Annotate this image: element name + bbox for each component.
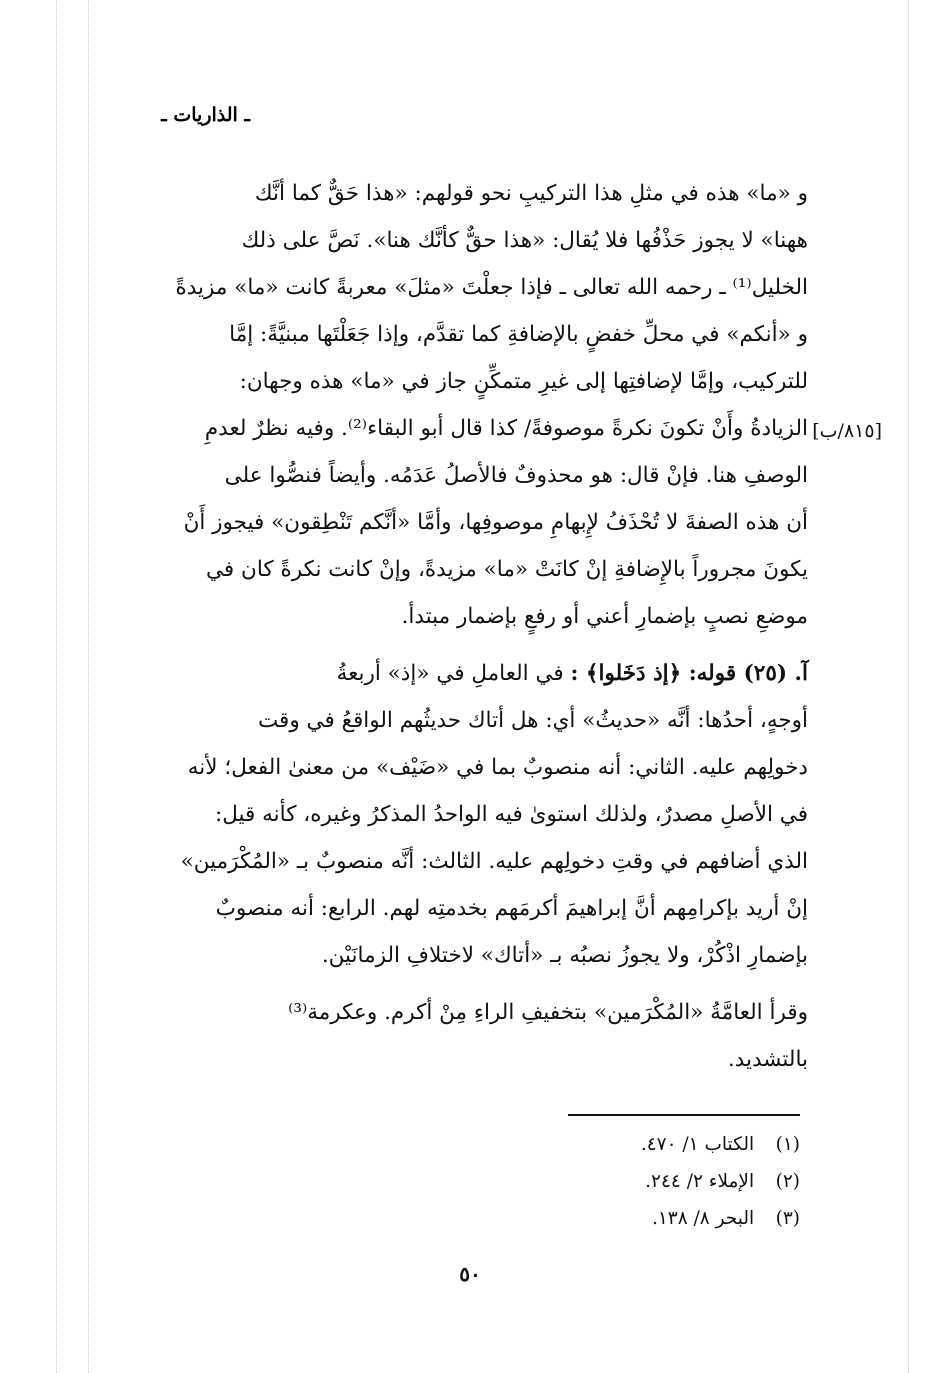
- text-line: في الأصلِ مصدرٌ، ولذلك استوىٰ فيه الواحدُ المذكرُ وغيره، كأنه قيل:: [215, 802, 808, 827]
- text-line: ههنا» لا يجوز حَذْفُها فلا يُقال: «هذا حقٌّ كأنَّك هنا». نَصَّ على ذلك: [241, 228, 808, 253]
- text-line: و «ما» هذه في مثلِ هذا التركيبِ نحو قولهم: «هذا حَقٌّ كما أنَّك: [254, 181, 808, 206]
- footnotes: [500, 1126, 800, 1237]
- page-number: ٥٠: [459, 1262, 481, 1286]
- footnote-text: البحر ٨/ ١٣٨.: [651, 1208, 755, 1229]
- running-header: ـ الذاريات ـ: [161, 104, 250, 126]
- footnote-divider: [568, 1114, 800, 1116]
- footnote-number: (٢): [775, 1171, 800, 1192]
- text-line: الزيادةُ وأَنْ تكونَ نكرةً موصوفةً/ كذا قال أبو البقاء⁽²⁾. وفيه نظرٌ لعدمِ: [204, 416, 808, 441]
- text-line: الخليل⁽¹⁾ ـ رحمه الله تعالى ـ فإذا جعلْتَ «مثلَ» معربةً كانت «ما» مزيدةً: [175, 275, 808, 300]
- footnote-item: [500, 1163, 800, 1200]
- scan-guide-line-left-inner: [88, 0, 89, 1373]
- footnote-number: (٣): [775, 1208, 800, 1229]
- text-line-rest: في العاملِ في «إذ» أربعةُ: [336, 661, 564, 686]
- scan-guide-line-right: [908, 0, 909, 1373]
- footnote-item: [500, 1200, 800, 1237]
- footnote-number: (١): [775, 1134, 800, 1155]
- text-line: الذي أضافهم في وقتِ دخولِهم عليه. الثالث: أنَّه منصوبٌ بـ «المُكْرَمين»: [180, 849, 808, 874]
- text-line: بالتشديد.: [727, 1047, 808, 1072]
- paragraph-2: [114, 650, 808, 979]
- text-line: أن هذه الصفةَ لا تُحْذَفُ لإِبهامِ موصوفِها، وأمَّا «أنَّكم تَنْطِقون» فيجوز أَنْ: [183, 510, 808, 535]
- text-line: وقرأ العامَّةُ «المُكْرَمين» بتخفيفِ الراءِ مِنْ أكرم. وعكرمة⁽³⁾: [288, 1000, 808, 1025]
- text-line: الوصفِ هنا. فإنْ قال: هو محذوفٌ فالأصلُ عَدَمُه. وأيضاً فنصُّوا على: [224, 463, 808, 488]
- footnote-text: الإملاء ٢/ ٢٤٤.: [645, 1171, 755, 1192]
- text-line: أوجهٍ، أحدُها: أنَّه «حديثُ» أي: هل أتاك حديثُهم الواقعُ في وقت: [257, 708, 808, 733]
- main-text: [114, 170, 808, 1083]
- verse-lead: آ. (٢٥) قوله: ﴿إذ دَخَلوا﴾ :: [570, 661, 808, 686]
- text-line: موضعِ نصبٍ بإضمارِ أعني أو رفعٍ بإضمار مبتدأ.: [401, 604, 808, 629]
- text-line: بإضمارِ اذْكُرْ، ولا يجوزُ نصبُه بـ «أتاك» لاختلافِ الزمانَيْن.: [321, 943, 808, 968]
- footnote-text: الكتاب ١/ ٤٧٠.: [640, 1134, 755, 1155]
- scan-guide-line-left: [56, 0, 57, 1373]
- text-line: يكونَ مجروراً بالإِضافةِ إنْ كانَتْ «ما» مزيدةً، وإنْ كانت نكرةً كان في: [206, 557, 808, 582]
- paragraph-1: [114, 170, 808, 640]
- margin-folio-note: [٨١٥/ب]: [812, 420, 882, 442]
- footnote-item: [500, 1126, 800, 1163]
- text-line: و «أنكم» في محلِّ خفضٍ بالإضافةِ كما تقدَّم، وإذا جَعَلْتَها مبنيَّةً: إمَّا: [229, 322, 808, 347]
- text-line: [114, 650, 808, 697]
- text-line: دخولِهم عليه. الثاني: أنه منصوبٌ بما في «ضَيْف» من معنىٰ الفعل؛ لأنه: [187, 755, 808, 780]
- paragraph-3: [114, 989, 808, 1083]
- text-line: للتركيب، وإمَّا لإضافتِها إلى غيرِ متمكِّنٍ جاز في «ما» هذه وجهان:: [239, 369, 808, 394]
- text-line: إنْ أريد بإكرامِهم أنَّ إبراهيمَ أكرمَهم بخدمتِه لهم. الرابع: أنه منصوبٌ: [215, 896, 808, 921]
